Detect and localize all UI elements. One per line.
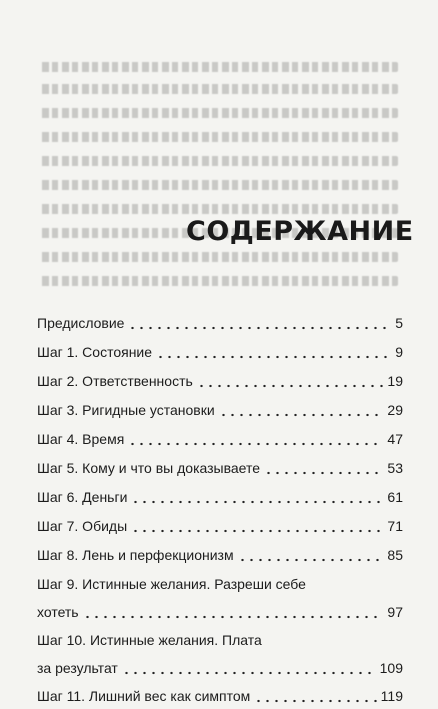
toc-entry-page: 109: [379, 660, 403, 676]
page-title: СОДЕРЖАНИЕ: [186, 216, 414, 247]
dot-leader: [128, 326, 389, 330]
toc-entry-page: 5: [395, 315, 403, 331]
toc-entry-page: 97: [387, 604, 403, 620]
toc-entry: [37, 575, 403, 625]
toc-entry: [37, 401, 403, 423]
toc-entry: [37, 343, 403, 365]
toc-entry-title: Шаг 6. Деньги: [37, 489, 128, 505]
dot-leader: [122, 671, 376, 675]
toc-entry-page: 53: [387, 460, 403, 476]
toc-entry-page: 61: [387, 489, 403, 505]
toc-entry-title: Шаг 3. Ригидные установки: [37, 402, 215, 418]
toc-entry: [37, 372, 403, 394]
toc-entry: [37, 517, 403, 539]
toc-entry: [37, 430, 403, 452]
dot-leader: [219, 413, 384, 417]
toc-entry-title-line1: Шаг 9. Истинные желания. Разреши себе: [37, 576, 306, 592]
toc-entry-title: Шаг 4. Время: [37, 431, 125, 447]
dot-leader: [128, 442, 383, 446]
toc-entry: [37, 459, 403, 481]
toc-entry: [37, 488, 403, 510]
toc-entry: [37, 546, 403, 568]
toc-entry: [37, 687, 403, 709]
toc-entry-title: за результат: [37, 660, 118, 676]
toc-entry-title: Предисловие: [37, 315, 125, 331]
dot-leader: [264, 471, 383, 475]
bleed-through-text: [0, 40, 438, 300]
dot-leader: [238, 558, 384, 562]
toc-entry-page: 19: [387, 373, 403, 389]
toc-entry-title-line1: Шаг 10. Истинные желания. Плата: [37, 632, 262, 648]
toc-entry-title: Шаг 11. Лишний вес как симптом: [37, 688, 251, 704]
toc-entry: [37, 631, 403, 681]
toc-entry-title: хотеть: [37, 604, 79, 620]
toc-entry-page: 9: [395, 344, 403, 360]
toc-entry-title: Шаг 8. Лень и перфекционизм: [37, 547, 234, 563]
toc-entry: [37, 314, 403, 336]
toc-entry-page: 119: [380, 688, 403, 704]
dot-leader: [197, 384, 384, 388]
toc-entry-page: 71: [387, 518, 403, 534]
dot-leader: [131, 500, 383, 504]
toc-entry-title: Шаг 5. Кому и что вы доказываете: [37, 460, 261, 476]
dot-leader: [156, 355, 389, 359]
toc-entry-page: 47: [387, 431, 403, 447]
dot-leader: [131, 529, 383, 533]
toc-entry-title: Шаг 7. Обиды: [37, 518, 128, 534]
toc-entry-title: Шаг 1. Состояние: [37, 344, 153, 360]
toc-entry-title: Шаг 2. Ответственность: [37, 373, 193, 389]
toc-entry-page: 85: [387, 547, 403, 563]
dot-leader: [83, 615, 384, 619]
toc-entry-page: 29: [387, 402, 403, 418]
